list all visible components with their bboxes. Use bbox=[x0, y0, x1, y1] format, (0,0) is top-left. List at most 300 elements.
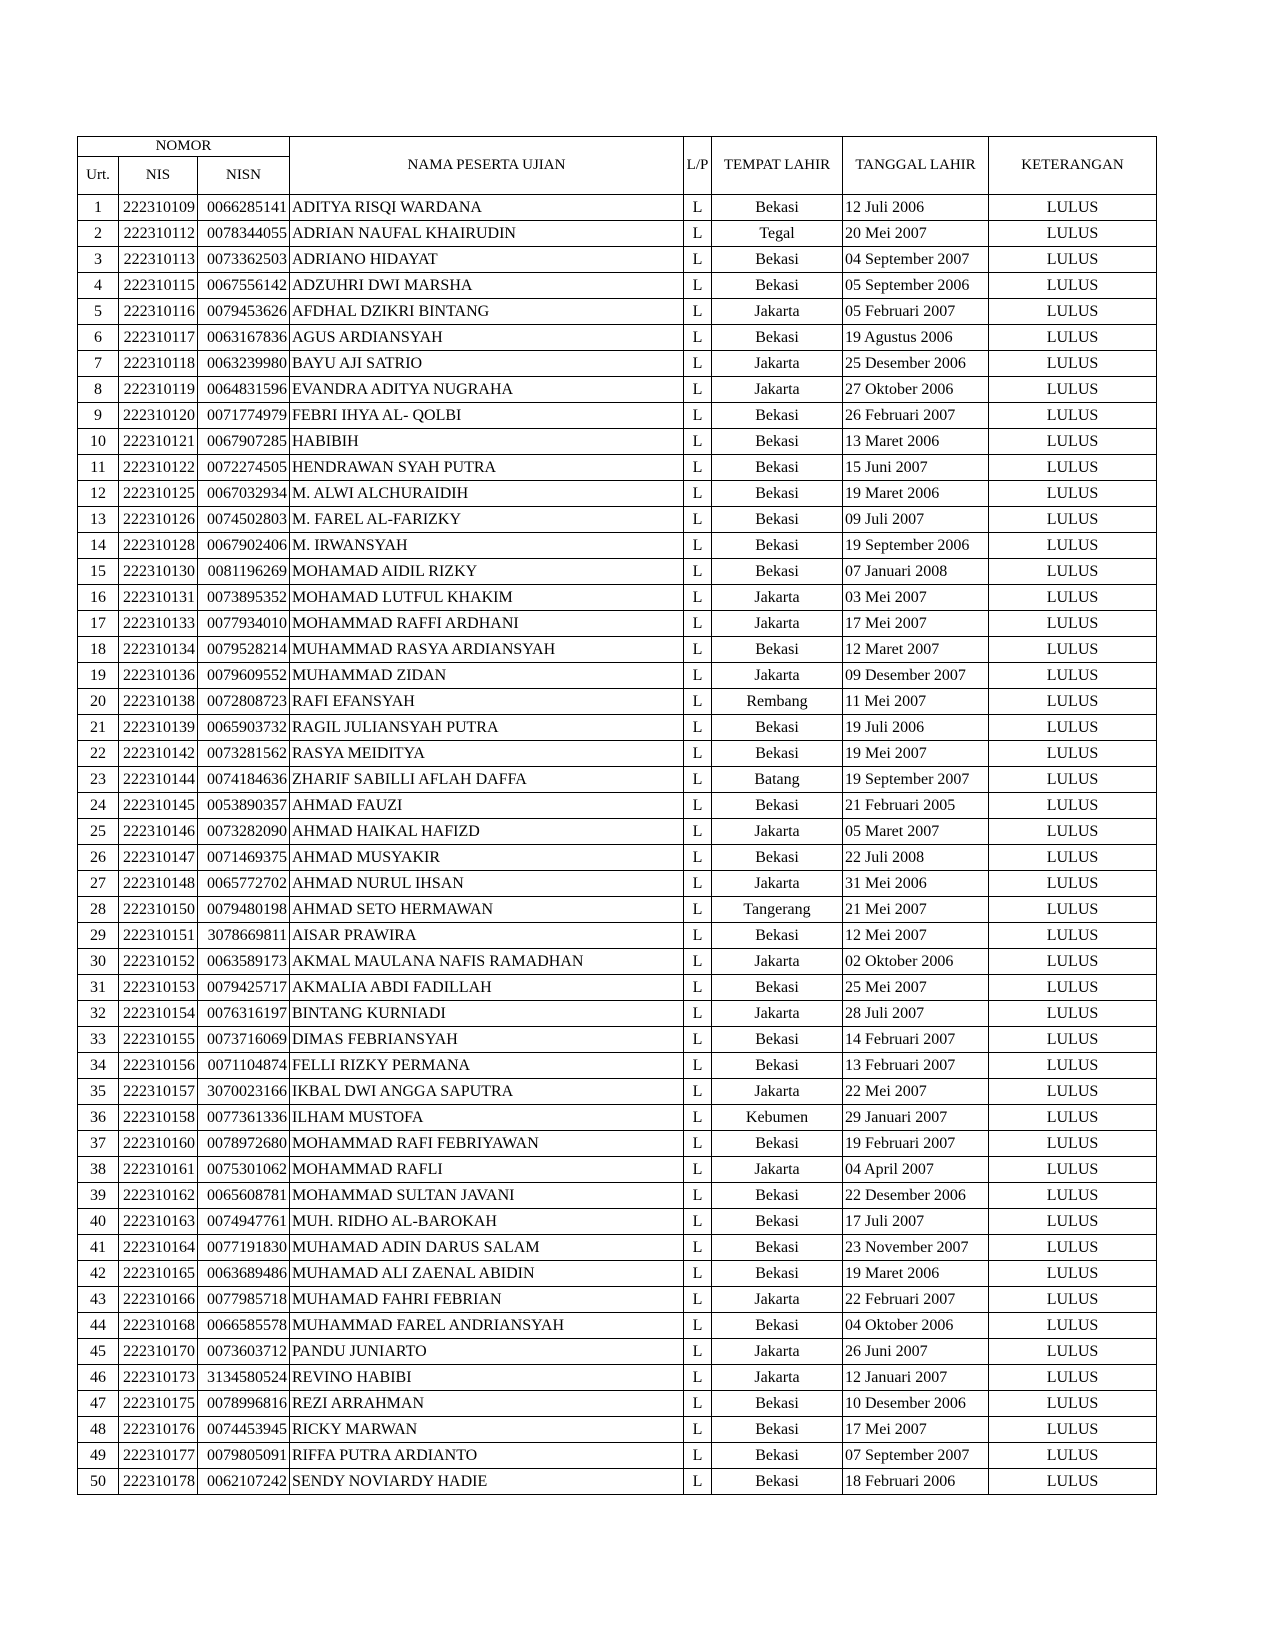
cell-lp: L bbox=[684, 1443, 712, 1469]
cell-lp: L bbox=[684, 1391, 712, 1417]
table-row bbox=[78, 533, 1157, 559]
cell-keterangan: LULUS bbox=[989, 273, 1157, 299]
cell-tanggal-lahir: 04 September 2007 bbox=[843, 247, 989, 273]
cell-nisn: 0076316197 bbox=[198, 1001, 290, 1027]
cell-nama: RAGIL JULIANSYAH PUTRA bbox=[290, 715, 684, 741]
cell-nisn: 0079609552 bbox=[198, 663, 290, 689]
cell-tanggal-lahir: 05 Maret 2007 bbox=[843, 819, 989, 845]
cell-urt: 11 bbox=[78, 455, 119, 481]
cell-lp: L bbox=[684, 1417, 712, 1443]
cell-tanggal-lahir: 22 Mei 2007 bbox=[843, 1079, 989, 1105]
cell-nisn: 0053890357 bbox=[198, 793, 290, 819]
cell-tanggal-lahir: 21 Mei 2007 bbox=[843, 897, 989, 923]
cell-nis: 222310112 bbox=[119, 221, 198, 247]
cell-nis: 222310126 bbox=[119, 507, 198, 533]
cell-tempat-lahir: Bekasi bbox=[712, 533, 843, 559]
cell-tanggal-lahir: 11 Mei 2007 bbox=[843, 689, 989, 715]
cell-nis: 222310142 bbox=[119, 741, 198, 767]
table-row bbox=[78, 273, 1157, 299]
cell-urt: 45 bbox=[78, 1339, 119, 1365]
cell-tempat-lahir: Bekasi bbox=[712, 1235, 843, 1261]
cell-keterangan: LULUS bbox=[989, 1469, 1157, 1495]
cell-nama: MUHAMAD ADIN DARUS SALAM bbox=[290, 1235, 684, 1261]
cell-lp: L bbox=[684, 533, 712, 559]
cell-nama: IKBAL DWI ANGGA SAPUTRA bbox=[290, 1079, 684, 1105]
cell-nisn: 0073282090 bbox=[198, 819, 290, 845]
cell-keterangan: LULUS bbox=[989, 1157, 1157, 1183]
cell-tanggal-lahir: 29 Januari 2007 bbox=[843, 1105, 989, 1131]
cell-tanggal-lahir: 12 Mei 2007 bbox=[843, 923, 989, 949]
table-row bbox=[78, 663, 1157, 689]
cell-nama: EVANDRA ADITYA NUGRAHA bbox=[290, 377, 684, 403]
table-row bbox=[78, 1183, 1157, 1209]
cell-nisn: 0067907285 bbox=[198, 429, 290, 455]
cell-keterangan: LULUS bbox=[989, 871, 1157, 897]
cell-tanggal-lahir: 19 Maret 2006 bbox=[843, 481, 989, 507]
cell-tanggal-lahir: 22 Juli 2008 bbox=[843, 845, 989, 871]
cell-nisn: 0064831596 bbox=[198, 377, 290, 403]
cell-lp: L bbox=[684, 1131, 712, 1157]
cell-nisn: 0079528214 bbox=[198, 637, 290, 663]
header-nisn: NISN bbox=[198, 157, 290, 195]
cell-keterangan: LULUS bbox=[989, 1053, 1157, 1079]
table-row bbox=[78, 611, 1157, 637]
table-row bbox=[78, 845, 1157, 871]
cell-keterangan: LULUS bbox=[989, 793, 1157, 819]
cell-tempat-lahir: Jakarta bbox=[712, 377, 843, 403]
cell-nis: 222310144 bbox=[119, 767, 198, 793]
cell-nama: MUH. RIDHO AL-BAROKAH bbox=[290, 1209, 684, 1235]
cell-urt: 49 bbox=[78, 1443, 119, 1469]
cell-nama: MUHAMMAD ZIDAN bbox=[290, 663, 684, 689]
cell-keterangan: LULUS bbox=[989, 299, 1157, 325]
cell-nisn: 0079805091 bbox=[198, 1443, 290, 1469]
cell-nis: 222310155 bbox=[119, 1027, 198, 1053]
cell-tempat-lahir: Jakarta bbox=[712, 1157, 843, 1183]
table-row bbox=[78, 403, 1157, 429]
cell-nis: 222310119 bbox=[119, 377, 198, 403]
cell-tempat-lahir: Bekasi bbox=[712, 195, 843, 221]
cell-tanggal-lahir: 02 Oktober 2006 bbox=[843, 949, 989, 975]
cell-keterangan: LULUS bbox=[989, 715, 1157, 741]
cell-nis: 222310115 bbox=[119, 273, 198, 299]
table-row bbox=[78, 923, 1157, 949]
cell-nisn: 0071469375 bbox=[198, 845, 290, 871]
cell-tanggal-lahir: 22 Februari 2007 bbox=[843, 1287, 989, 1313]
cell-lp: L bbox=[684, 1365, 712, 1391]
cell-nisn: 0065772702 bbox=[198, 871, 290, 897]
cell-nis: 222310162 bbox=[119, 1183, 198, 1209]
cell-lp: L bbox=[684, 1469, 712, 1495]
cell-tempat-lahir: Batang bbox=[712, 767, 843, 793]
header-keterangan: KETERANGAN bbox=[989, 137, 1157, 195]
table-row bbox=[78, 1365, 1157, 1391]
cell-keterangan: LULUS bbox=[989, 1313, 1157, 1339]
cell-urt: 43 bbox=[78, 1287, 119, 1313]
cell-tempat-lahir: Bekasi bbox=[712, 975, 843, 1001]
cell-nama: AGUS ARDIANSYAH bbox=[290, 325, 684, 351]
cell-tanggal-lahir: 17 Juli 2007 bbox=[843, 1209, 989, 1235]
cell-lp: L bbox=[684, 975, 712, 1001]
cell-nisn: 0078996816 bbox=[198, 1391, 290, 1417]
cell-nis: 222310151 bbox=[119, 923, 198, 949]
cell-tanggal-lahir: 07 Januari 2008 bbox=[843, 559, 989, 585]
cell-nama: MOHAMAD LUTFUL KHAKIM bbox=[290, 585, 684, 611]
cell-tempat-lahir: Jakarta bbox=[712, 949, 843, 975]
cell-nama: RASYA MEIDITYA bbox=[290, 741, 684, 767]
cell-urt: 42 bbox=[78, 1261, 119, 1287]
cell-tanggal-lahir: 09 Juli 2007 bbox=[843, 507, 989, 533]
cell-lp: L bbox=[684, 325, 712, 351]
cell-urt: 40 bbox=[78, 1209, 119, 1235]
cell-nisn: 0066585578 bbox=[198, 1313, 290, 1339]
cell-tanggal-lahir: 04 Oktober 2006 bbox=[843, 1313, 989, 1339]
cell-urt: 1 bbox=[78, 195, 119, 221]
table-row bbox=[78, 975, 1157, 1001]
cell-nis: 222310150 bbox=[119, 897, 198, 923]
cell-nama: MOHAMMAD RAFI FEBRIYAWAN bbox=[290, 1131, 684, 1157]
cell-tanggal-lahir: 13 Februari 2007 bbox=[843, 1053, 989, 1079]
cell-nisn: 0077985718 bbox=[198, 1287, 290, 1313]
cell-tempat-lahir: Jakarta bbox=[712, 299, 843, 325]
cell-urt: 38 bbox=[78, 1157, 119, 1183]
cell-nama: HABIBIH bbox=[290, 429, 684, 455]
table-row bbox=[78, 377, 1157, 403]
cell-keterangan: LULUS bbox=[989, 1287, 1157, 1313]
cell-lp: L bbox=[684, 507, 712, 533]
cell-tempat-lahir: Bekasi bbox=[712, 845, 843, 871]
header-nomor: NOMOR bbox=[78, 137, 290, 157]
cell-lp: L bbox=[684, 247, 712, 273]
cell-nis: 222310175 bbox=[119, 1391, 198, 1417]
table-row bbox=[78, 767, 1157, 793]
cell-keterangan: LULUS bbox=[989, 429, 1157, 455]
cell-urt: 36 bbox=[78, 1105, 119, 1131]
cell-keterangan: LULUS bbox=[989, 923, 1157, 949]
cell-nama: MOHAMAD AIDIL RIZKY bbox=[290, 559, 684, 585]
cell-urt: 35 bbox=[78, 1079, 119, 1105]
cell-nis: 222310139 bbox=[119, 715, 198, 741]
cell-tanggal-lahir: 05 Februari 2007 bbox=[843, 299, 989, 325]
cell-keterangan: LULUS bbox=[989, 507, 1157, 533]
cell-keterangan: LULUS bbox=[989, 455, 1157, 481]
cell-urt: 17 bbox=[78, 611, 119, 637]
cell-tempat-lahir: Jakarta bbox=[712, 1339, 843, 1365]
cell-tempat-lahir: Bekasi bbox=[712, 481, 843, 507]
cell-nisn: 0079425717 bbox=[198, 975, 290, 1001]
cell-lp: L bbox=[684, 663, 712, 689]
cell-keterangan: LULUS bbox=[989, 559, 1157, 585]
table-row bbox=[78, 1027, 1157, 1053]
table-row bbox=[78, 481, 1157, 507]
cell-tempat-lahir: Jakarta bbox=[712, 611, 843, 637]
cell-lp: L bbox=[684, 1183, 712, 1209]
cell-nama: AHMAD SETO HERMAWAN bbox=[290, 897, 684, 923]
cell-keterangan: LULUS bbox=[989, 1235, 1157, 1261]
cell-tempat-lahir: Bekasi bbox=[712, 273, 843, 299]
cell-nama: MOHAMMAD SULTAN JAVANI bbox=[290, 1183, 684, 1209]
table-row bbox=[78, 221, 1157, 247]
cell-nis: 222310118 bbox=[119, 351, 198, 377]
cell-keterangan: LULUS bbox=[989, 1339, 1157, 1365]
cell-keterangan: LULUS bbox=[989, 767, 1157, 793]
cell-tanggal-lahir: 12 Juli 2006 bbox=[843, 195, 989, 221]
cell-nis: 222310168 bbox=[119, 1313, 198, 1339]
table-body bbox=[78, 195, 1157, 1495]
cell-urt: 29 bbox=[78, 923, 119, 949]
cell-tempat-lahir: Bekasi bbox=[712, 559, 843, 585]
cell-keterangan: LULUS bbox=[989, 1417, 1157, 1443]
cell-tempat-lahir: Jakarta bbox=[712, 1079, 843, 1105]
cell-keterangan: LULUS bbox=[989, 1261, 1157, 1287]
cell-urt: 41 bbox=[78, 1235, 119, 1261]
cell-nis: 222310160 bbox=[119, 1131, 198, 1157]
cell-urt: 3 bbox=[78, 247, 119, 273]
cell-tempat-lahir: Bekasi bbox=[712, 1053, 843, 1079]
cell-nama: AHMAD NURUL IHSAN bbox=[290, 871, 684, 897]
cell-nama: MUHAMAD FAHRI FEBRIAN bbox=[290, 1287, 684, 1313]
cell-urt: 33 bbox=[78, 1027, 119, 1053]
cell-nama: ZHARIF SABILLI AFLAH DAFFA bbox=[290, 767, 684, 793]
cell-tempat-lahir: Kebumen bbox=[712, 1105, 843, 1131]
header-tanggal-lahir: TANGGAL LAHIR bbox=[843, 137, 989, 195]
table-row bbox=[78, 637, 1157, 663]
cell-keterangan: LULUS bbox=[989, 247, 1157, 273]
cell-tempat-lahir: Bekasi bbox=[712, 741, 843, 767]
table-row bbox=[78, 429, 1157, 455]
cell-urt: 26 bbox=[78, 845, 119, 871]
cell-keterangan: LULUS bbox=[989, 351, 1157, 377]
cell-lp: L bbox=[684, 195, 712, 221]
cell-keterangan: LULUS bbox=[989, 403, 1157, 429]
cell-nis: 222310153 bbox=[119, 975, 198, 1001]
cell-nis: 222310166 bbox=[119, 1287, 198, 1313]
cell-keterangan: LULUS bbox=[989, 663, 1157, 689]
cell-urt: 30 bbox=[78, 949, 119, 975]
cell-nama: ADZUHRI DWI MARSHA bbox=[290, 273, 684, 299]
cell-tempat-lahir: Bekasi bbox=[712, 403, 843, 429]
cell-urt: 34 bbox=[78, 1053, 119, 1079]
cell-urt: 5 bbox=[78, 299, 119, 325]
table-row bbox=[78, 819, 1157, 845]
cell-tanggal-lahir: 12 Maret 2007 bbox=[843, 637, 989, 663]
cell-tanggal-lahir: 09 Desember 2007 bbox=[843, 663, 989, 689]
cell-keterangan: LULUS bbox=[989, 975, 1157, 1001]
cell-nisn: 0077934010 bbox=[198, 611, 290, 637]
table-row bbox=[78, 299, 1157, 325]
cell-nisn: 0065608781 bbox=[198, 1183, 290, 1209]
cell-nisn: 0081196269 bbox=[198, 559, 290, 585]
cell-tempat-lahir: Jakarta bbox=[712, 1287, 843, 1313]
table-row bbox=[78, 455, 1157, 481]
cell-tanggal-lahir: 19 Februari 2007 bbox=[843, 1131, 989, 1157]
cell-urt: 32 bbox=[78, 1001, 119, 1027]
table-row bbox=[78, 1339, 1157, 1365]
cell-urt: 46 bbox=[78, 1365, 119, 1391]
cell-lp: L bbox=[684, 1287, 712, 1313]
cell-tempat-lahir: Tegal bbox=[712, 221, 843, 247]
cell-keterangan: LULUS bbox=[989, 1443, 1157, 1469]
table-row bbox=[78, 897, 1157, 923]
cell-tanggal-lahir: 19 Juli 2006 bbox=[843, 715, 989, 741]
cell-urt: 24 bbox=[78, 793, 119, 819]
cell-nis: 222310131 bbox=[119, 585, 198, 611]
header-tempat-lahir: TEMPAT LAHIR bbox=[712, 137, 843, 195]
cell-nama: RIFFA PUTRA ARDIANTO bbox=[290, 1443, 684, 1469]
cell-urt: 31 bbox=[78, 975, 119, 1001]
table-row bbox=[78, 559, 1157, 585]
cell-keterangan: LULUS bbox=[989, 325, 1157, 351]
cell-lp: L bbox=[684, 637, 712, 663]
table-row bbox=[78, 871, 1157, 897]
cell-nis: 222310176 bbox=[119, 1417, 198, 1443]
cell-keterangan: LULUS bbox=[989, 221, 1157, 247]
cell-nisn: 0065903732 bbox=[198, 715, 290, 741]
cell-keterangan: LULUS bbox=[989, 897, 1157, 923]
cell-nisn: 0078972680 bbox=[198, 1131, 290, 1157]
cell-tempat-lahir: Bekasi bbox=[712, 247, 843, 273]
cell-nis: 222310130 bbox=[119, 559, 198, 585]
cell-nisn: 0074453945 bbox=[198, 1417, 290, 1443]
cell-nis: 222310161 bbox=[119, 1157, 198, 1183]
cell-tanggal-lahir: 15 Juni 2007 bbox=[843, 455, 989, 481]
cell-nama: SENDY NOVIARDY HADIE bbox=[290, 1469, 684, 1495]
cell-tanggal-lahir: 17 Mei 2007 bbox=[843, 611, 989, 637]
cell-nisn: 0073716069 bbox=[198, 1027, 290, 1053]
cell-nis: 222310145 bbox=[119, 793, 198, 819]
table-row bbox=[78, 247, 1157, 273]
cell-nama: MOHAMMAD RAFFI ARDHANI bbox=[290, 611, 684, 637]
cell-lp: L bbox=[684, 1339, 712, 1365]
cell-lp: L bbox=[684, 1053, 712, 1079]
cell-keterangan: LULUS bbox=[989, 689, 1157, 715]
cell-nisn: 0072274505 bbox=[198, 455, 290, 481]
cell-nisn: 0063239980 bbox=[198, 351, 290, 377]
cell-nisn: 0063589173 bbox=[198, 949, 290, 975]
cell-lp: L bbox=[684, 481, 712, 507]
cell-nis: 222310164 bbox=[119, 1235, 198, 1261]
cell-lp: L bbox=[684, 351, 712, 377]
cell-urt: 39 bbox=[78, 1183, 119, 1209]
cell-nis: 222310156 bbox=[119, 1053, 198, 1079]
cell-tempat-lahir: Bekasi bbox=[712, 1209, 843, 1235]
cell-urt: 19 bbox=[78, 663, 119, 689]
cell-tanggal-lahir: 19 September 2007 bbox=[843, 767, 989, 793]
cell-nis: 222310116 bbox=[119, 299, 198, 325]
cell-nisn: 3070023166 bbox=[198, 1079, 290, 1105]
cell-keterangan: LULUS bbox=[989, 1131, 1157, 1157]
cell-tempat-lahir: Jakarta bbox=[712, 351, 843, 377]
cell-nisn: 0077191830 bbox=[198, 1235, 290, 1261]
cell-nis: 222310121 bbox=[119, 429, 198, 455]
cell-tanggal-lahir: 20 Mei 2007 bbox=[843, 221, 989, 247]
cell-nis: 222310170 bbox=[119, 1339, 198, 1365]
cell-nama: MUHAMMAD RASYA ARDIANSYAH bbox=[290, 637, 684, 663]
cell-lp: L bbox=[684, 273, 712, 299]
cell-tempat-lahir: Bekasi bbox=[712, 1131, 843, 1157]
cell-tempat-lahir: Tangerang bbox=[712, 897, 843, 923]
cell-lp: L bbox=[684, 923, 712, 949]
cell-tempat-lahir: Bekasi bbox=[712, 715, 843, 741]
cell-tanggal-lahir: 18 Februari 2006 bbox=[843, 1469, 989, 1495]
table-row bbox=[78, 1261, 1157, 1287]
cell-nis: 222310117 bbox=[119, 325, 198, 351]
cell-lp: L bbox=[684, 1157, 712, 1183]
cell-nisn: 0073362503 bbox=[198, 247, 290, 273]
cell-lp: L bbox=[684, 559, 712, 585]
cell-nisn: 0066285141 bbox=[198, 195, 290, 221]
cell-lp: L bbox=[684, 585, 712, 611]
cell-keterangan: LULUS bbox=[989, 819, 1157, 845]
table-row bbox=[78, 1105, 1157, 1131]
cell-tempat-lahir: Bekasi bbox=[712, 1313, 843, 1339]
cell-nis: 222310173 bbox=[119, 1365, 198, 1391]
table-row bbox=[78, 1287, 1157, 1313]
cell-nisn: 0074184636 bbox=[198, 767, 290, 793]
cell-nama: AHMAD MUSYAKIR bbox=[290, 845, 684, 871]
cell-nama: AFDHAL DZIKRI BINTANG bbox=[290, 299, 684, 325]
cell-keterangan: LULUS bbox=[989, 1183, 1157, 1209]
cell-lp: L bbox=[684, 793, 712, 819]
cell-nisn: 3078669811 bbox=[198, 923, 290, 949]
cell-tanggal-lahir: 25 Mei 2007 bbox=[843, 975, 989, 1001]
cell-nis: 222310134 bbox=[119, 637, 198, 663]
cell-nisn: 0077361336 bbox=[198, 1105, 290, 1131]
cell-keterangan: LULUS bbox=[989, 1365, 1157, 1391]
cell-urt: 10 bbox=[78, 429, 119, 455]
cell-keterangan: LULUS bbox=[989, 1027, 1157, 1053]
cell-urt: 16 bbox=[78, 585, 119, 611]
cell-lp: L bbox=[684, 1001, 712, 1027]
table-row bbox=[78, 325, 1157, 351]
cell-tempat-lahir: Bekasi bbox=[712, 455, 843, 481]
cell-tanggal-lahir: 17 Mei 2007 bbox=[843, 1417, 989, 1443]
cell-nama: PANDU JUNIARTO bbox=[290, 1339, 684, 1365]
cell-lp: L bbox=[684, 1313, 712, 1339]
cell-urt: 23 bbox=[78, 767, 119, 793]
cell-tanggal-lahir: 19 Mei 2007 bbox=[843, 741, 989, 767]
table-row bbox=[78, 1313, 1157, 1339]
cell-keterangan: LULUS bbox=[989, 637, 1157, 663]
cell-tempat-lahir: Jakarta bbox=[712, 585, 843, 611]
cell-nisn: 0073895352 bbox=[198, 585, 290, 611]
cell-nis: 222310158 bbox=[119, 1105, 198, 1131]
cell-nama: ILHAM MUSTOFA bbox=[290, 1105, 684, 1131]
cell-nama: FELLI RIZKY PERMANA bbox=[290, 1053, 684, 1079]
cell-urt: 15 bbox=[78, 559, 119, 585]
cell-tanggal-lahir: 21 Februari 2005 bbox=[843, 793, 989, 819]
cell-lp: L bbox=[684, 845, 712, 871]
cell-urt: 8 bbox=[78, 377, 119, 403]
cell-tempat-lahir: Bekasi bbox=[712, 325, 843, 351]
cell-urt: 2 bbox=[78, 221, 119, 247]
cell-lp: L bbox=[684, 741, 712, 767]
cell-nis: 222310122 bbox=[119, 455, 198, 481]
cell-nisn: 0078344055 bbox=[198, 221, 290, 247]
cell-tempat-lahir: Jakarta bbox=[712, 819, 843, 845]
cell-urt: 48 bbox=[78, 1417, 119, 1443]
cell-nama: AISAR PRAWIRA bbox=[290, 923, 684, 949]
cell-lp: L bbox=[684, 1261, 712, 1287]
cell-nama: FEBRI IHYA AL- QOLBI bbox=[290, 403, 684, 429]
cell-lp: L bbox=[684, 1209, 712, 1235]
cell-nis: 222310136 bbox=[119, 663, 198, 689]
cell-nis: 222310125 bbox=[119, 481, 198, 507]
cell-nama: MUHAMMAD FAREL ANDRIANSYAH bbox=[290, 1313, 684, 1339]
cell-keterangan: LULUS bbox=[989, 1079, 1157, 1105]
cell-keterangan: LULUS bbox=[989, 481, 1157, 507]
cell-keterangan: LULUS bbox=[989, 611, 1157, 637]
